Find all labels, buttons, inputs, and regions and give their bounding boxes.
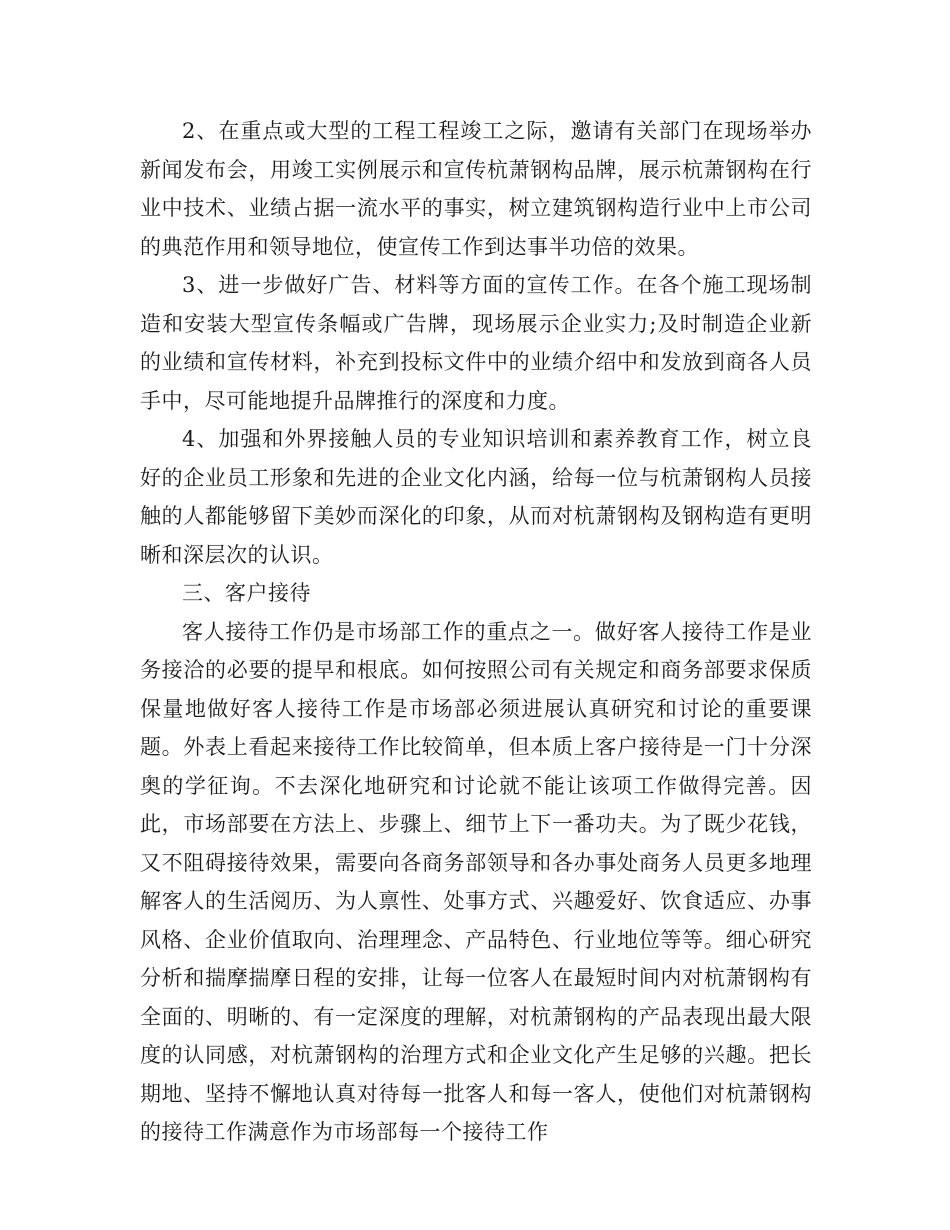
- paragraph-item-3-advertising: 3、进一步做好广告、材料等方面的宣传工作。在各个施工现场制造和安装大型宣传条幅或广告牌，现场展示企业实力;及时制造企业新的业绩和宣传材料，补充到投标文件中的业绩介绍中和发放到商各人员手中，尽可能地提升品牌推行的深度和力度。: [140, 273, 812, 413]
- paragraph-item-2-press-conference: 2、在重点或大型的工程工程竣工之际，邀请有关部门在现场举办新闻发布会，用竣工实例展示和宣传杭萧钢构品牌，展示杭萧钢构在行业中技术、业绩占据一流水平的事实，树立建筑钢构造行业中上市公司的典范作用和领导地位，使宣传工作到达事半功倍的效果。: [140, 119, 812, 259]
- section-heading-customer-reception: 三、客户接待: [182, 581, 311, 605]
- paragraph-item-4-training: 4、加强和外界接触人员的专业知识培训和素养教育工作，树立良好的企业员工形象和先进的企业文化内涵，给每一位与杭萧钢构人员接触的人都能够留下美妙而深化的印象，从而对杭萧钢构及钢构造有更明晰和深层次的认识。: [140, 427, 812, 567]
- paragraph-customer-reception: 客人接待工作仍是市场部工作的重点之一。做好客人接待工作是业务接洽的必要的提早和根底。如何按照公司有关规定和商务部要求保质保量地做好客人接待工作是市场部必须进展认真研究和讨论的重要课题。外表上看起来接待工作比较简单，但本质上客户接待是一门十分深奥的学征询。不去深化地研究和讨论就不能让该项工作做得完善。因此，市场部要在方法上、步骤上、细节上下一番功夫。为了既少花钱，又不阻碍接待效果，需要向各商务部领导和各办事处商务人员更多地理解客人的生活阅历、为人禀性、处事方式、兴趣爱好、饮食适应、办事风格、企业价值取向、治理理念、产品特色、行业地位等等。细心研究分析和揣摩揣摩日程的安排，让每一位客人在最短时间内对杭萧钢构有全面的、明晰的、有一定深度的理解，对杭萧钢构的产品表现出最大限度的认同感，对杭萧钢构的治理方式和企业文化产生足够的兴趣。把长期地、坚持不懈地认真对待每一批客人和每一客人，使他们对杭萧钢构的接待工作满意作为市场部每一个接待工作: [140, 619, 812, 1144]
- document-body: [140, 112, 812, 1152]
